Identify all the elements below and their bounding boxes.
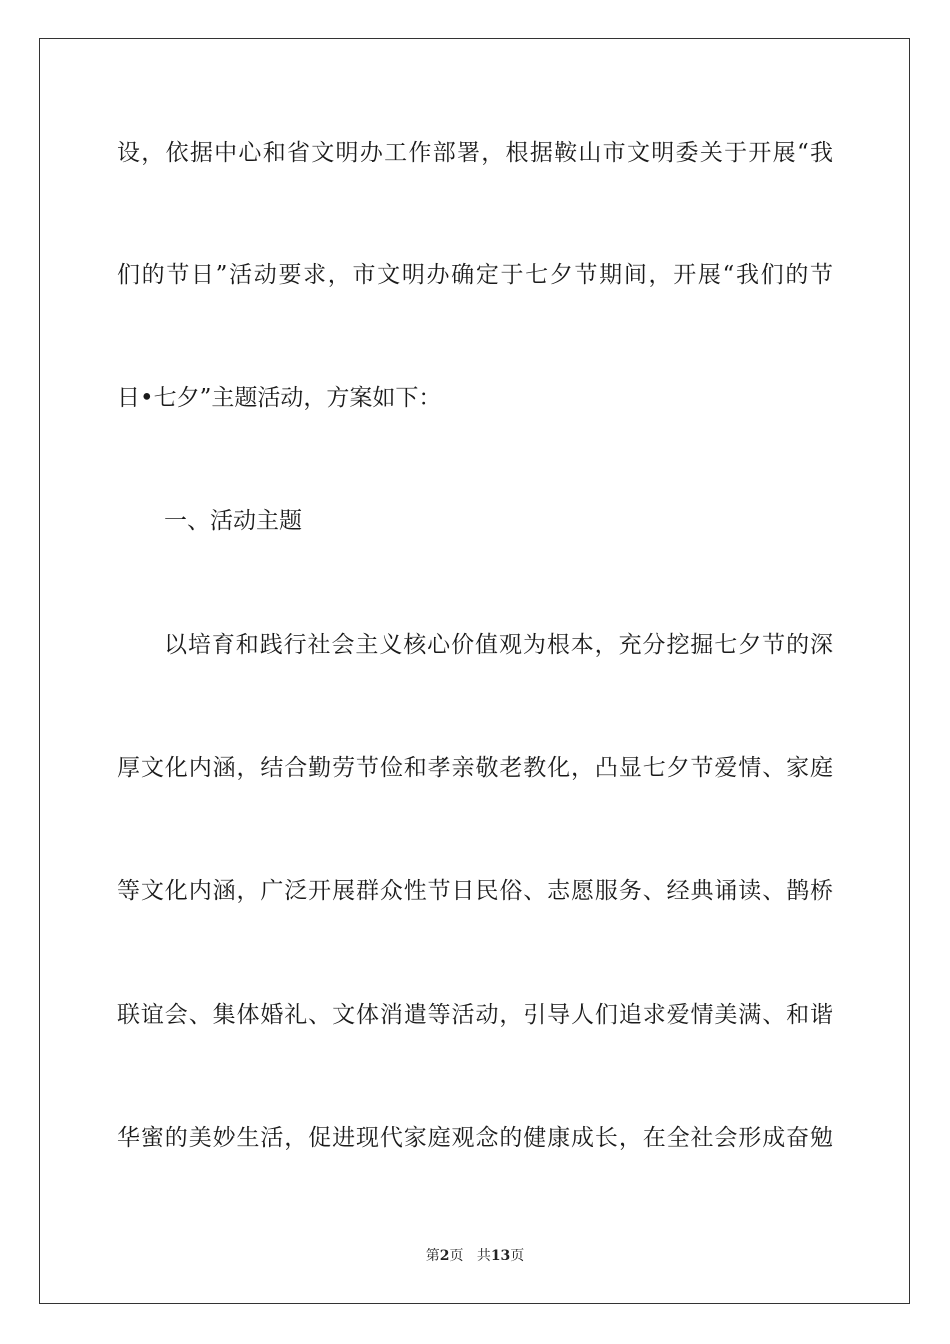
- total-pages-number: 13: [490, 1248, 511, 1264]
- paragraph-line: 厚文化内涵，结合勤劳节俭和孝亲敬老教化，凸显七夕节爱情、家庭: [117, 755, 833, 781]
- paragraph-line: 联谊会、集体婚礼、文体消遣等活动，引导人们追求爱情美满、和谐: [117, 1002, 833, 1028]
- footer-total-prefix: 共: [476, 1248, 491, 1264]
- paragraph-line: 等文化内涵，广泛开展群众性节日民俗、志愿服务、经典诵读、鹊桥: [117, 878, 833, 904]
- section-heading: 一、活动主题: [164, 508, 302, 534]
- paragraph-line: 以培育和践行社会主义核心价值观为根本，充分挖掘七夕节的深: [164, 632, 833, 658]
- current-page-number: 2: [439, 1248, 450, 1264]
- footer-page-unit: 页: [449, 1248, 464, 1264]
- paragraph-line: 日•七夕”主题活动，方案如下：: [117, 385, 442, 411]
- paragraph-line: 设，依据中心和省文明办工作部署，根据鞍山市文明委关于开展“我: [117, 140, 833, 166]
- footer-prefix: 第: [425, 1248, 440, 1264]
- page-border: [39, 38, 910, 1304]
- paragraph-line: 们的节日”活动要求，市文明办确定于七夕节期间，开展“我们的节: [117, 262, 833, 288]
- footer-total-unit: 页: [510, 1248, 525, 1264]
- page-footer: [0, 1247, 950, 1265]
- paragraph-line: 华蜜的美妙生活，促进现代家庭观念的健康成长，在全社会形成奋勉: [117, 1125, 833, 1151]
